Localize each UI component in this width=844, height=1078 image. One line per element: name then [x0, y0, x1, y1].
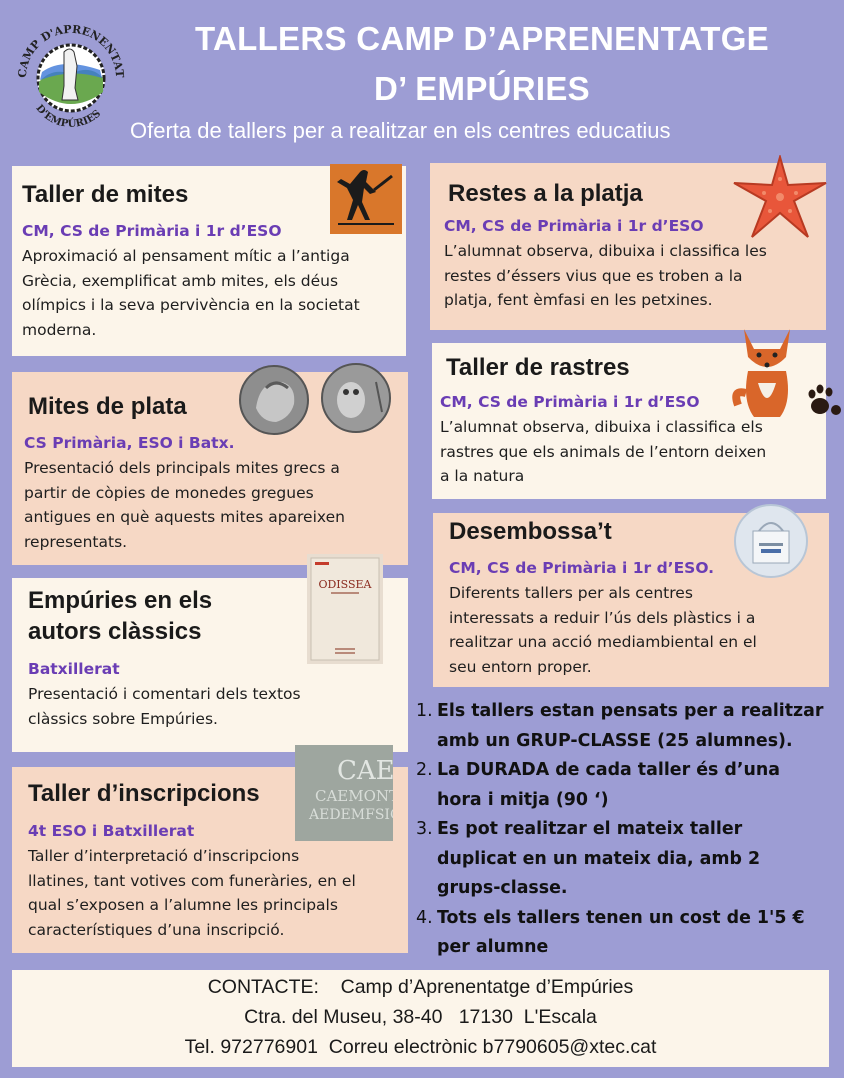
svg-text:CAEMONT: CAEMONT [315, 787, 393, 805]
svg-text:AEDEMFSIC: AEDEMFSIC [309, 807, 393, 823]
workshop-card-rastres [432, 343, 826, 499]
workshop-level: CM, CS de Primària i 1r d’ESO [444, 217, 704, 235]
contact-phone-email: Tel. 972776901 Correu electrònic b7790605@xtec.cat [184, 1036, 657, 1058]
odissea-book-image [307, 554, 383, 668]
contact-box [12, 970, 829, 1067]
workshop-description: Taller d’interpretació d’inscripcions llatines, tant votives com funeràries, en el qual s’exposen a l’alumne les principals característiques d’una inscripció. [28, 847, 356, 939]
workshop-description: L’alumnat observa, dibuixa i classifica les restes d’éssers vius que es troben a la platja, fent èmfasi en les petxines. [444, 242, 767, 309]
workshop-description: L’alumnat observa, dibuixa i classifica els rastres que els animals de l’entorn deixen a la natura [440, 418, 767, 485]
latin-inscription-image [295, 745, 393, 845]
note-item: 4. Tots els tallers tenen un cost de 1'5 € per alumne [416, 907, 805, 957]
workshop-level: CM, CS de Primària i 1r d’ESO [22, 222, 282, 240]
workshop-level: Batxillerat [28, 660, 120, 678]
workshop-card-empuries-autors [12, 578, 408, 752]
notes-list [416, 697, 836, 963]
note-item: 3. Es pot realitzar el mateix taller duplicat en un mateix dia, amb 2 grups-classe. [416, 819, 761, 898]
note-item: 2. La DURADA de cada taller és d’una hora i mitja (90 ‘) [416, 760, 780, 810]
tote-bag-image [733, 503, 809, 583]
workshop-title: Taller de mites [22, 181, 189, 208]
camp-logo [12, 12, 130, 144]
workshop-title: Mites de plata [28, 393, 187, 420]
svg-text:CAEM: CAE [337, 756, 393, 786]
svg-text:ODISSEA: ODISSEA [318, 578, 372, 591]
starfish-image [732, 155, 828, 243]
workshop-title: Empúries en els autors clàssics [28, 587, 213, 645]
workshop-description: Aproximació al pensament mític a l’antiga Grècia, exemplificat amb mites, els déus olímpics i la seva pervivència en la societat moderna. [22, 247, 360, 339]
fox-image [732, 323, 802, 427]
workshop-level: 4t ESO i Batxillerat [28, 822, 195, 840]
greek-vase-image [330, 164, 402, 238]
workshop-card-inscripcions [12, 756, 408, 953]
workshop-title: Restes a la platja [448, 180, 643, 207]
svg-text:D'EMPÚRIES: D'EMPÚRIES [33, 102, 104, 130]
workshop-card-mites-plata [12, 372, 408, 565]
workshop-level: CM, CS de Primària i 1r d’ESO [440, 393, 700, 411]
note-item: 1. Els tallers estan pensats per a realitzar amb un GRUP-CLASSE (25 alumnes). [416, 701, 824, 751]
greek-coins-image [236, 358, 408, 442]
page-title-line1: TALLERS CAMP D’APRENENTATGE [195, 20, 769, 57]
contact-address: Ctra. del Museu, 38-40 17130 L'Escala [244, 1006, 597, 1028]
logo-text: CAMP D'APRENENTAT [15, 22, 127, 79]
workshop-card-restes-platja [430, 163, 826, 330]
workshop-title: Desembossa’t [449, 518, 612, 545]
workshop-level: CS Primària, ESO i Batx. [24, 434, 235, 452]
workshop-card-mites [12, 166, 406, 356]
page-subtitle: Oferta de tallers per a realitzar en els centres educatius [130, 118, 671, 143]
paw-print-icon [806, 380, 842, 424]
workshop-description: Presentació i comentari dels textos clàssics sobre Empúries. [28, 685, 301, 728]
workshop-title: Taller d’inscripcions [28, 780, 260, 807]
workshop-title: Taller de rastres [446, 354, 630, 381]
workshop-card-desembossat [433, 513, 829, 687]
contact-name: CONTACTE: Camp d’Aprenentatge d’Empúries [207, 976, 634, 998]
page-title-line2: D’ EMPÚRIES [373, 70, 590, 107]
workshop-level: CM, CS de Primària i 1r d’ESO. [449, 559, 715, 577]
workshop-description: Presentació dels principals mites grecs a partir de còpies de monedes gregues antigues en què aquests mites apareixen representats. [24, 459, 345, 551]
workshop-description: Diferents tallers per als centres interessats a reduir l’ús dels plàstics i a realitzar una acció mediambiental en el seu entorn proper. [449, 584, 757, 676]
